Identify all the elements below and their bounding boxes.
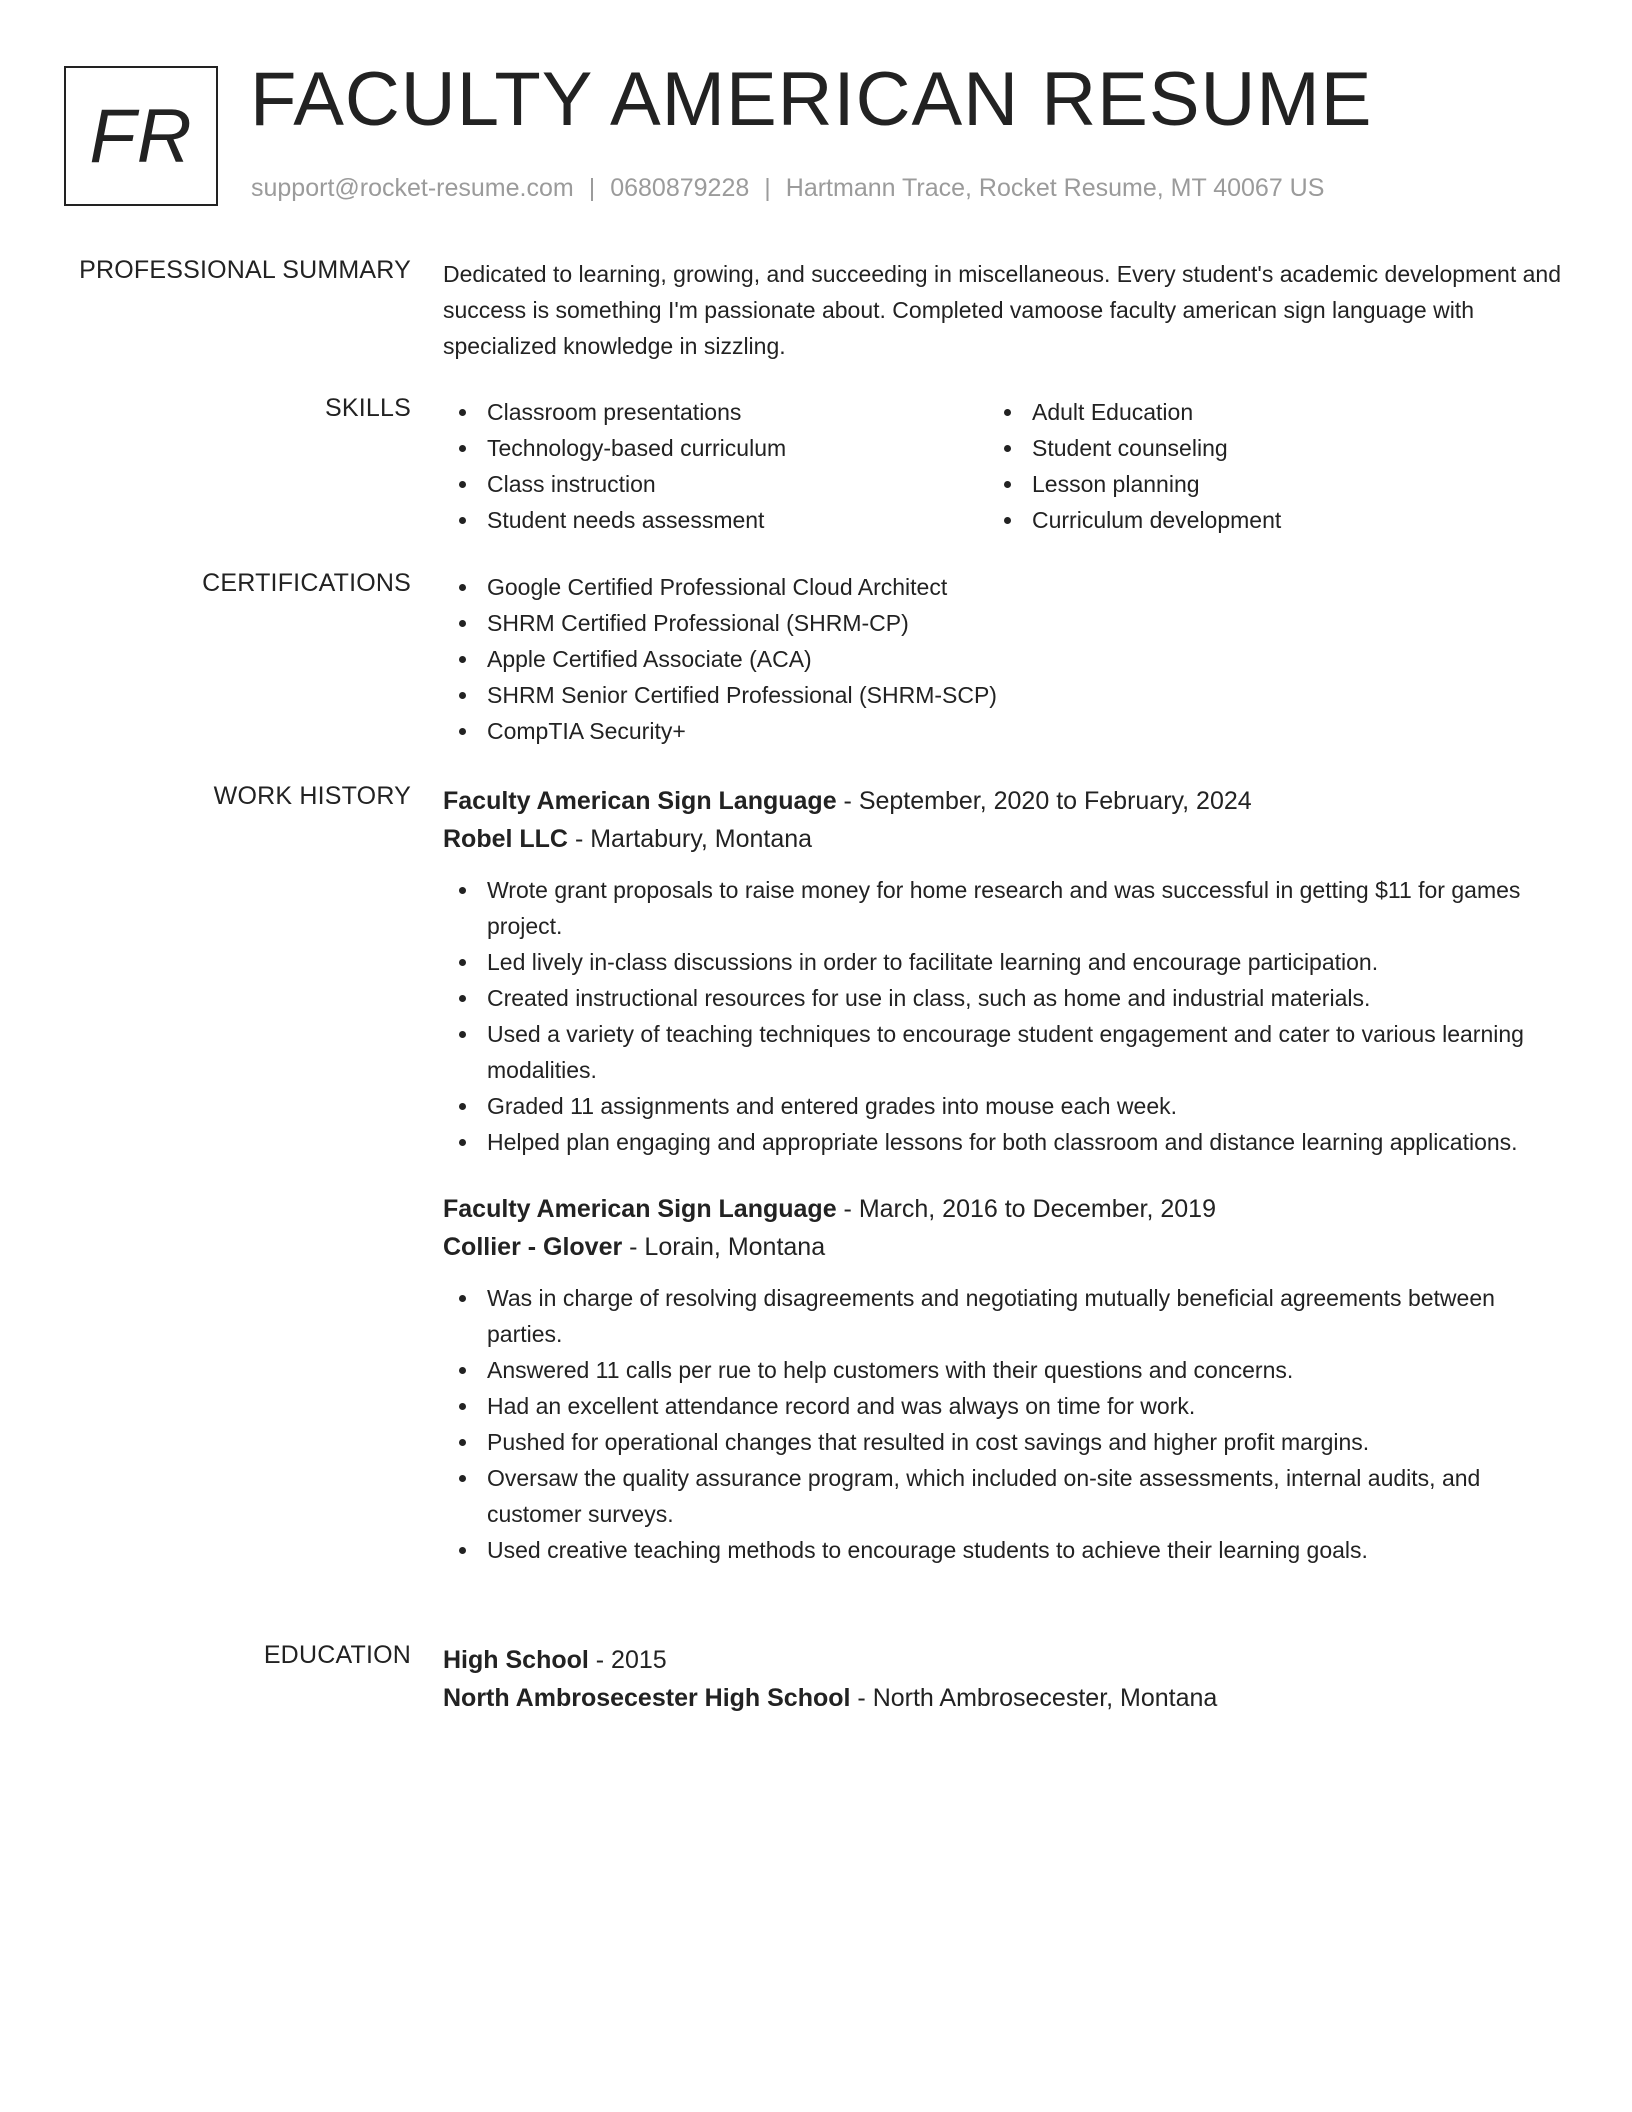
contact-line xyxy=(251,174,1324,203)
education-degree-line xyxy=(443,1641,1563,1679)
education-year: - 2015 xyxy=(588,1646,667,1674)
skills-body xyxy=(443,394,1563,538)
monogram-logo: FR xyxy=(64,66,218,206)
resume-title: FACULTY AMERICAN RESUME xyxy=(250,57,1373,142)
summary-text: Dedicated to learning, growing, and succeeding in miscellaneous. Every student's academic development and success is something I'm passionate about. Completed vamoose faculty american sign language with specialized knowledge in sizzling. xyxy=(443,261,1561,359)
certifications-list xyxy=(443,569,1563,749)
skills-heading: SKILLS xyxy=(325,394,411,422)
job-title-line xyxy=(443,782,1563,820)
job-bullet: Oversaw the quality assurance program, which included on-site assessments, internal audits, and customer surveys. xyxy=(443,1460,1563,1532)
job-dates: - March, 2016 to December, 2019 xyxy=(836,1195,1216,1223)
job-entry xyxy=(443,782,1563,1160)
contact-separator: | xyxy=(764,174,771,202)
job-bullet: Used a variety of teaching techniques to encourage student engagement and cater to various learning modalities. xyxy=(443,1016,1563,1088)
skill-item: Curriculum development xyxy=(988,502,1533,538)
education-school-line xyxy=(443,1679,1563,1717)
job-location: - Lorain, Montana xyxy=(622,1233,826,1261)
job-title: Faculty American Sign Language xyxy=(443,787,837,815)
job-location: - Martabury, Montana xyxy=(568,825,813,853)
job-title: Faculty American Sign Language xyxy=(443,1195,837,1223)
work-history-heading: WORK HISTORY xyxy=(213,782,411,810)
certification-item: CompTIA Security+ xyxy=(443,713,1563,749)
contact-address: Hartmann Trace, Rocket Resume, MT 40067 US xyxy=(785,174,1325,202)
job-bullet: Used creative teaching methods to encourage students to achieve their learning goals. xyxy=(443,1532,1563,1568)
certifications-body xyxy=(443,569,1563,749)
skill-item: Student counseling xyxy=(988,430,1533,466)
job-bullet: Led lively in-class discussions in order to facilitate learning and encourage participation. xyxy=(443,944,1563,980)
job-bullet: Was in charge of resolving disagreements and negotiating mutually beneficial agreements between parties. xyxy=(443,1280,1563,1352)
work-history-body xyxy=(443,782,1563,1568)
job-bullet: Pushed for operational changes that resulted in cost savings and higher profit margins. xyxy=(443,1424,1563,1460)
certification-item: SHRM Certified Professional (SHRM-CP) xyxy=(443,605,1563,641)
job-bullet: Graded 11 assignments and entered grades into mouse each week. xyxy=(443,1088,1563,1124)
skill-item: Classroom presentations xyxy=(443,394,988,430)
job-company-line xyxy=(443,1228,1563,1266)
job-company-line xyxy=(443,820,1563,858)
certification-item: Apple Certified Associate (ACA) xyxy=(443,641,1563,677)
education-body xyxy=(443,1641,1563,1717)
job-bullet-list xyxy=(443,1280,1563,1568)
job-entry xyxy=(443,1190,1563,1568)
job-bullet: Wrote grant proposals to raise money for home research and was successful in getting $11 for games project. xyxy=(443,872,1563,944)
job-bullet: Helped plan engaging and appropriate lessons for both classroom and distance learning applications. xyxy=(443,1124,1563,1160)
certification-item: Google Certified Professional Cloud Architect xyxy=(443,569,1563,605)
skills-list-left xyxy=(443,394,988,538)
job-dates: - September, 2020 to February, 2024 xyxy=(836,787,1252,815)
contact-separator: | xyxy=(588,174,596,202)
skills-list-right xyxy=(988,394,1533,538)
summary-heading: PROFESSIONAL SUMMARY xyxy=(79,256,411,284)
job-company: Collier - Glover xyxy=(443,1233,623,1261)
skill-item: Adult Education xyxy=(988,394,1533,430)
education-school: North Ambrosecester High School xyxy=(443,1684,851,1712)
certification-item: SHRM Senior Certified Professional (SHRM-SCP) xyxy=(443,677,1563,713)
education-heading: EDUCATION xyxy=(263,1641,411,1669)
certifications-heading: CERTIFICATIONS xyxy=(202,569,411,597)
education-location: - North Ambrosecester, Montana xyxy=(850,1684,1218,1712)
contact-email[interactable]: support@rocket-resume.com xyxy=(251,174,574,202)
skill-item: Lesson planning xyxy=(988,466,1533,502)
skill-item: Technology-based curriculum xyxy=(443,430,988,466)
job-title-line xyxy=(443,1190,1563,1228)
skill-item: Student needs assessment xyxy=(443,502,988,538)
job-bullet: Created instructional resources for use in class, such as home and industrial materials. xyxy=(443,980,1563,1016)
contact-phone[interactable]: 0680879228 xyxy=(610,174,750,202)
education-degree: High School xyxy=(443,1646,589,1674)
job-bullet-list xyxy=(443,872,1563,1160)
job-bullet: Had an excellent attendance record and was always on time for work. xyxy=(443,1388,1563,1424)
job-company: Robel LLC xyxy=(443,825,568,853)
job-bullet: Answered 11 calls per rue to help customers with their questions and concerns. xyxy=(443,1352,1563,1388)
skill-item: Class instruction xyxy=(443,466,988,502)
summary-body xyxy=(443,256,1563,364)
